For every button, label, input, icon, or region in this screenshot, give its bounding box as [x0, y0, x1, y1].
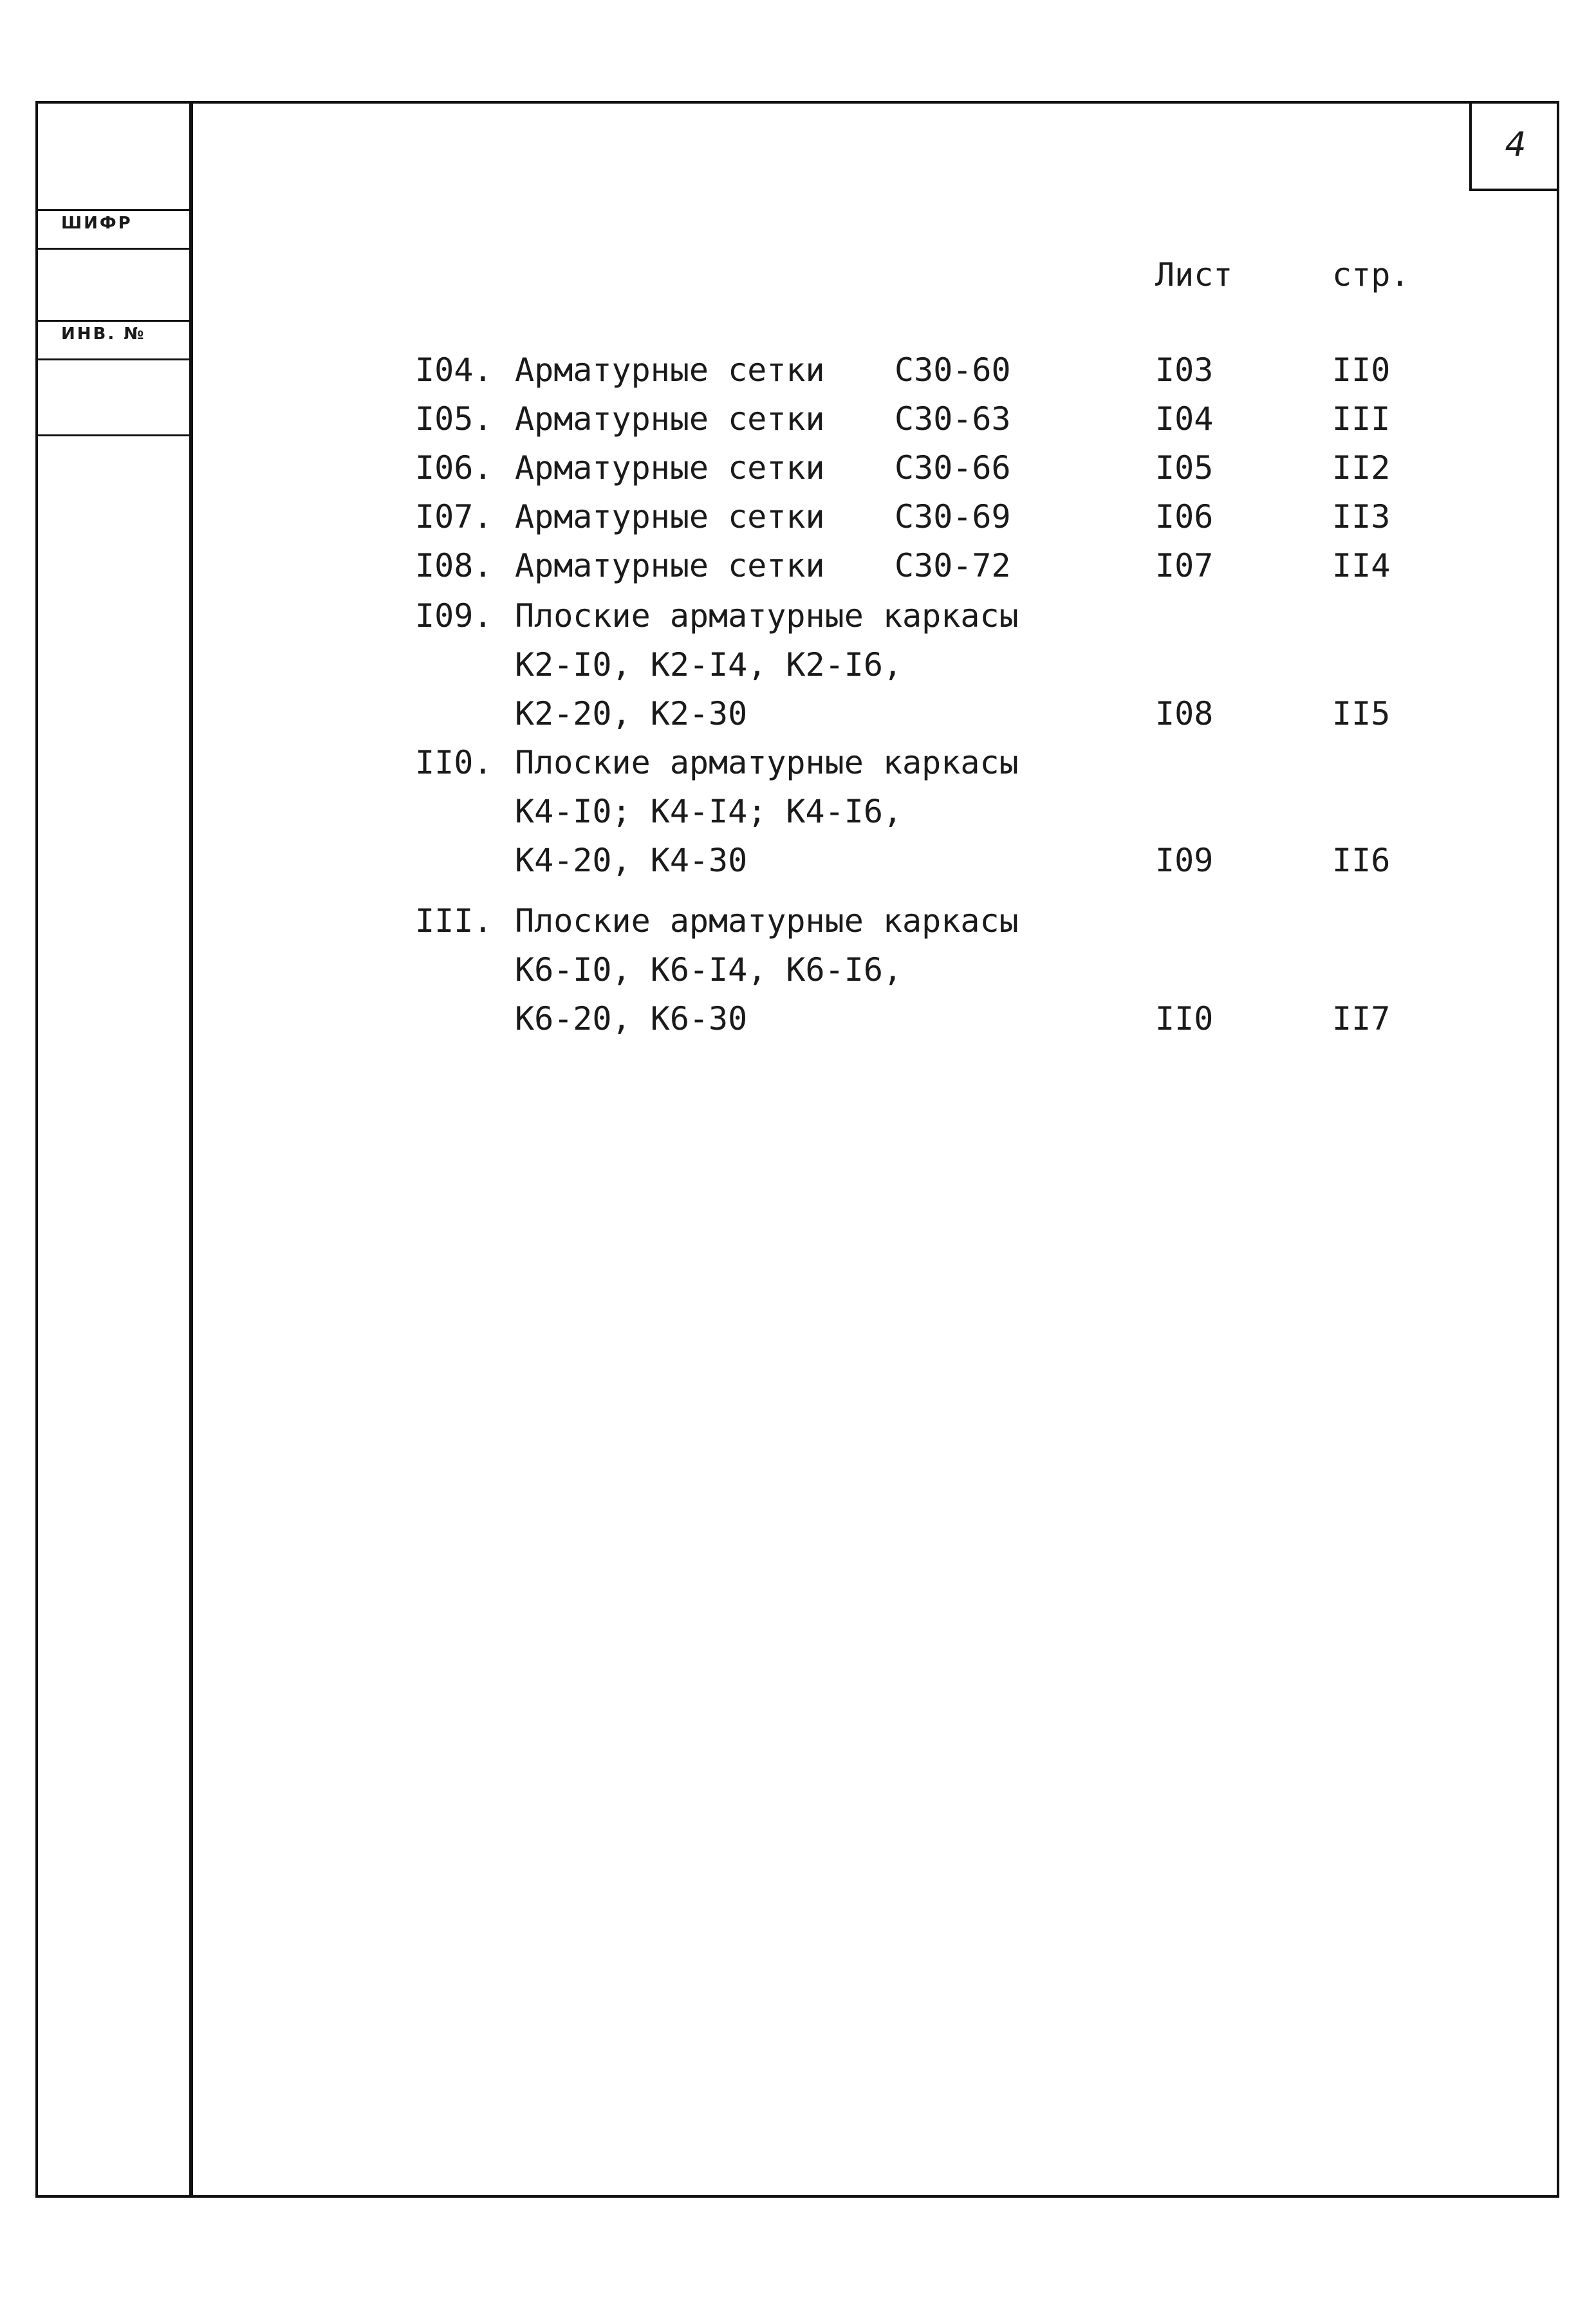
- stub-inventory-label: ИНВ. №: [61, 324, 146, 344]
- entry-page: II4: [1332, 547, 1391, 584]
- entry-sheet: I04: [1155, 400, 1214, 438]
- entry-sheet: I08: [1155, 695, 1214, 732]
- page-column-header: стр.: [1332, 256, 1410, 293]
- entry-number: I08.: [415, 547, 493, 584]
- entry-page: III: [1332, 400, 1391, 438]
- entry-number: I07.: [415, 498, 493, 535]
- entry-title-cont: К4-20, К4-30: [515, 842, 748, 879]
- entry-number: I05.: [415, 400, 493, 438]
- entry-sheet: II0: [1155, 1000, 1214, 1037]
- entry-title: Плоские арматурные каркасы: [515, 744, 1019, 781]
- entry-number: I06.: [415, 449, 493, 487]
- entry-title-cont: К2-20, К2-30: [515, 695, 748, 732]
- entry-code: С30-66: [895, 449, 1011, 487]
- entry-title-cont: К4-I0; К4-I4; К4-I6,: [515, 793, 903, 830]
- stub-cipher-label: ШИФР: [61, 214, 133, 233]
- entry-title-cont: К6-I0, К6-I4, К6-I6,: [515, 951, 903, 988]
- entry-page: II5: [1332, 695, 1391, 732]
- entry-title: Плоские арматурные каркасы: [515, 597, 1019, 635]
- entry-number: I09.: [415, 597, 493, 635]
- entry-page: II0: [1332, 351, 1391, 389]
- entry-number: II0.: [415, 744, 493, 781]
- entry-sheet: I05: [1155, 449, 1214, 487]
- page-number: 4: [1505, 125, 1526, 164]
- entry-title: Арматурные сетки: [515, 498, 825, 535]
- entry-sheet: I03: [1155, 351, 1214, 389]
- entry-title-cont: К6-20, К6-30: [515, 1000, 748, 1037]
- entry-code: С30-60: [895, 351, 1011, 389]
- entry-code: С30-69: [895, 498, 1011, 535]
- entry-page: II2: [1332, 449, 1391, 487]
- entry-page: II7: [1332, 1000, 1391, 1037]
- entry-code: С30-72: [895, 547, 1011, 584]
- entry-page: II6: [1332, 842, 1391, 879]
- entry-title: Арматурные сетки: [515, 547, 825, 584]
- entry-number: I04.: [415, 351, 493, 389]
- entry-sheet: I06: [1155, 498, 1214, 535]
- entry-title: Арматурные сетки: [515, 351, 825, 389]
- entry-title: Арматурные сетки: [515, 449, 825, 487]
- entry-page: II3: [1332, 498, 1391, 535]
- entry-title-cont: К2-I0, К2-I4, К2-I6,: [515, 646, 903, 683]
- entry-sheet: I07: [1155, 547, 1214, 584]
- entry-title: Плоские арматурные каркасы: [515, 902, 1019, 940]
- entry-title: Арматурные сетки: [515, 400, 825, 438]
- sheet-column-header: Лист: [1155, 256, 1233, 293]
- entry-number: III.: [415, 902, 493, 940]
- entry-code: С30-63: [895, 400, 1011, 438]
- entry-sheet: I09: [1155, 842, 1214, 879]
